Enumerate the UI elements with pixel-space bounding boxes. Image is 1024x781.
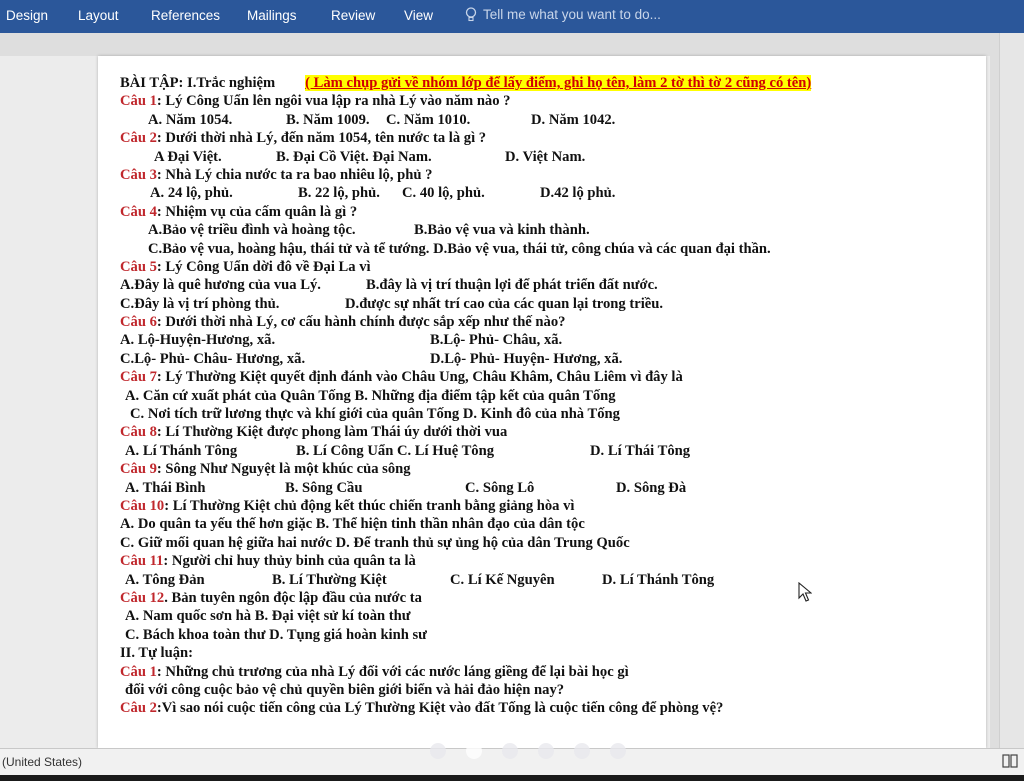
option-c: C. Sông Lô — [465, 479, 535, 496]
question-text: . Bản tuyên ngôn độc lập đầu của nước ta — [164, 589, 422, 606]
options-11 — [120, 571, 980, 589]
question-2 — [120, 129, 980, 147]
question-label: Câu 2 — [120, 130, 157, 147]
options-10b — [120, 534, 980, 552]
question-10 — [120, 497, 980, 515]
page-dot-active[interactable] — [466, 743, 482, 759]
option-a: A. Thái Bình — [125, 479, 206, 496]
document-page[interactable] — [98, 56, 986, 748]
page-dot[interactable] — [574, 743, 590, 759]
question-text: : Nhiệm vụ của cấm quân là gì ? — [156, 203, 358, 220]
question-text: : Dưới thời nhà Lý, đến năm 1054, tên nước ta là gì ? — [156, 130, 487, 147]
page-dot[interactable] — [430, 743, 446, 759]
mouse-pointer-icon — [798, 582, 812, 602]
question-text: : Dưới thời nhà Lý, cơ cấu hành chính được sắp xếp như thế nào? — [156, 314, 566, 331]
question-text: : Lý Công Uẩn lên ngôi vua lập ra nhà Lý vào năm nào ? — [156, 93, 511, 110]
question-label: Câu 9 — [120, 461, 157, 478]
question-11 — [120, 552, 980, 570]
question-label: Câu 2 — [120, 700, 157, 717]
question-label: Câu 6 — [120, 314, 157, 331]
option-d: D.được sự nhất trí cao của các quan lại trong triều. — [345, 295, 664, 312]
question-text: : Những chủ trương của nhà Lý đối với các nước láng giềng để lại bài học gì — [156, 663, 629, 680]
option-bc: B. Lí Công Uẩn C. Lí Huệ Tông — [296, 442, 495, 459]
tell-me-search[interactable] — [465, 7, 661, 22]
question-label: Câu 1 — [120, 93, 157, 110]
option-b: B. Năm 1009. — [286, 111, 370, 128]
tab-mailings[interactable]: Mailings — [247, 8, 297, 23]
option-c: C. Lí Kế Nguyên — [450, 571, 555, 588]
question-label: Câu 7 — [120, 369, 157, 386]
question-text: : Lí Thường Kiệt được phong làm Thái úy dưới thời vua — [156, 424, 508, 441]
read-mode-icon[interactable] — [1002, 754, 1018, 768]
question-7 — [120, 368, 980, 386]
options-8 — [120, 442, 980, 460]
option-ab: A. Do quân ta yếu thế hơn giặc B. Thể hiện tinh thần nhân đạo của dân tộc — [120, 516, 585, 533]
question-3 — [120, 166, 980, 184]
options-4b — [120, 240, 980, 258]
options-12b — [120, 626, 980, 644]
question-label: Câu 12 — [120, 589, 165, 606]
question-label: Câu 11 — [120, 553, 164, 570]
options-4a — [120, 221, 980, 239]
question-8 — [120, 423, 980, 441]
option-a: A.Bảo vệ triều đình và hoàng tộc. — [148, 222, 356, 239]
option-cd: C. Bách khoa toàn thư D. Tụng giá hoàn kinh sư — [125, 626, 427, 643]
options-7a — [120, 387, 980, 405]
question-text: : Người chỉ huy thủy binh của quân ta là — [163, 553, 416, 570]
option-c: C.Đây là vị trí phòng thủ. — [120, 295, 280, 312]
options-3 — [120, 184, 980, 202]
options-6a — [120, 331, 980, 349]
question-label: Câu 3 — [120, 166, 157, 183]
tab-layout[interactable]: Layout — [78, 8, 119, 23]
options-12a — [120, 607, 980, 625]
option-ab: A. Căn cứ xuất phát của Quân Tống B. Những địa điểm tập kết của quân Tống — [125, 387, 616, 404]
option-d: D. Lí Thái Tông — [590, 442, 691, 459]
option-c: C. 40 lộ, phủ. — [402, 185, 485, 202]
lightbulb-icon — [465, 7, 477, 22]
option-d: D.Lộ- Phủ- Huyện- Hương, xã. — [430, 350, 623, 367]
ribbon-tabs — [0, 0, 1024, 33]
question-12 — [120, 589, 980, 607]
page-dot[interactable] — [610, 743, 626, 759]
question-4 — [120, 203, 980, 221]
option-d: D. Việt Nam. — [505, 148, 586, 165]
option-b: B.đây là vị trí thuận lợi để phát triển đất nước. — [366, 277, 658, 294]
question-text: : Lý Công Uẩn dời đô về Đại La vì — [156, 258, 371, 275]
options-9 — [120, 479, 980, 497]
essay-1-cont — [120, 681, 980, 699]
question-text: : Lí Thường Kiệt chủ động kết thúc chiến tranh bằng giảng hòa vì — [164, 497, 575, 514]
option-a: A Đại Việt. — [154, 148, 222, 165]
option-cd: C.Bảo vệ vua, hoàng hậu, thái tử và tể tướng. D.Bảo vệ vua, thái tử, công chúa và các quan đại thần. — [148, 240, 771, 257]
vertical-scrollbar[interactable] — [999, 33, 1024, 748]
options-1 — [120, 111, 980, 129]
option-a: A.Đây là quê hương của vua Lý. — [120, 277, 321, 294]
option-d: D. Sông Đà — [616, 479, 687, 496]
option-a: A. Tông Đản — [125, 571, 205, 588]
question-1 — [120, 92, 980, 110]
option-c: C. Năm 1010. — [386, 111, 471, 128]
part-2-heading: II. Tự luận: — [120, 645, 193, 662]
tab-review[interactable]: Review — [331, 8, 376, 23]
language-indicator[interactable]: (United States) — [2, 755, 83, 769]
tab-design[interactable]: Design — [6, 8, 49, 23]
tab-references[interactable]: References — [151, 8, 221, 23]
option-c: C.Lộ- Phủ- Châu- Hương, xã. — [120, 350, 306, 367]
taskbar-edge — [0, 775, 1024, 781]
question-label: Câu 1 — [120, 663, 157, 680]
option-a: A. Năm 1054. — [148, 111, 233, 128]
options-5a — [120, 276, 980, 294]
essay-2 — [120, 699, 980, 717]
essay-1 — [120, 663, 980, 681]
option-ab: A. Nam quốc sơn hà B. Đại việt sử kí toàn thư — [125, 608, 411, 625]
options-2 — [120, 148, 980, 166]
tab-view[interactable]: View — [404, 8, 434, 23]
document-body — [120, 74, 980, 718]
question-label: Câu 10 — [120, 497, 165, 514]
status-bar — [0, 748, 1024, 776]
question-6 — [120, 313, 980, 331]
option-d: D. Năm 1042. — [531, 111, 616, 128]
option-b: B. Sông Cầu — [285, 479, 363, 496]
question-9 — [120, 460, 980, 478]
options-5b — [120, 295, 980, 313]
question-text: : Sông Như Nguyệt là một khúc của sông — [156, 461, 411, 478]
option-a: A. Lí Thánh Tông — [125, 442, 238, 459]
question-text: : Lý Thường Kiệt quyết định đánh vào Châu Ung, Châu Khâm, Châu Liêm vì đây là — [156, 369, 683, 386]
option-b: B.Lộ- Phủ- Châu, xã. — [430, 332, 563, 349]
options-10a — [120, 515, 980, 533]
options-6b — [120, 350, 980, 368]
question-label: Câu 4 — [120, 203, 157, 220]
doc-title: BÀI TẬP: I.Trắc nghiệm — [120, 75, 276, 91]
options-7b — [120, 405, 980, 423]
question-text: :Vì sao nói cuộc tiến công của Lý Thường Kiệt vào đất Tống là cuộc tiến công để phòng vệ? — [156, 700, 724, 717]
option-a: A. Lộ-Huyện-Hương, xã. — [120, 332, 276, 349]
option-cd: C. Nơi tích trữ lương thực và khí giới của quân Tống D. Kinh đô của nhà Tống — [130, 406, 620, 423]
page-dot[interactable] — [538, 743, 554, 759]
tell-me-placeholder: Tell me what you want to do... — [483, 7, 661, 22]
doc-note-highlight: ( Làm chụp gửi về nhóm lớp để lấy điểm, ghi họ tên, làm 2 tờ thì tờ 2 cũng có tên) — [305, 75, 812, 91]
option-b: B. Đại Cồ Việt. Đại Nam. — [276, 148, 432, 165]
page-dot[interactable] — [502, 743, 518, 759]
option-a: A. 24 lộ, phủ. — [150, 185, 233, 202]
option-cd: C. Giữ mối quan hệ giữa hai nước D. Để tranh thủ sự ủng hộ của dân Trung Quốc — [120, 534, 630, 551]
option-d: D. Lí Thánh Tông — [602, 571, 715, 588]
doc-title-line — [120, 74, 980, 92]
option-d: D.42 lộ phủ. — [540, 185, 616, 202]
question-text-cont: đối với công cuộc bảo vệ chủ quyền biên giới biển và hải đảo hiện nay? — [125, 681, 565, 698]
option-b: B.Bảo vệ vua và kinh thành. — [414, 222, 590, 239]
question-5 — [120, 258, 980, 276]
option-b: B. Lí Thường Kiệt — [272, 571, 387, 588]
question-text: : Nhà Lý chia nước ta ra bao nhiêu lộ, phủ ? — [156, 166, 433, 183]
option-b: B. 22 lộ, phủ. — [298, 185, 380, 202]
question-label: Câu 8 — [120, 424, 157, 441]
page-indicator-dots — [430, 743, 646, 759]
question-label: Câu 5 — [120, 258, 157, 275]
